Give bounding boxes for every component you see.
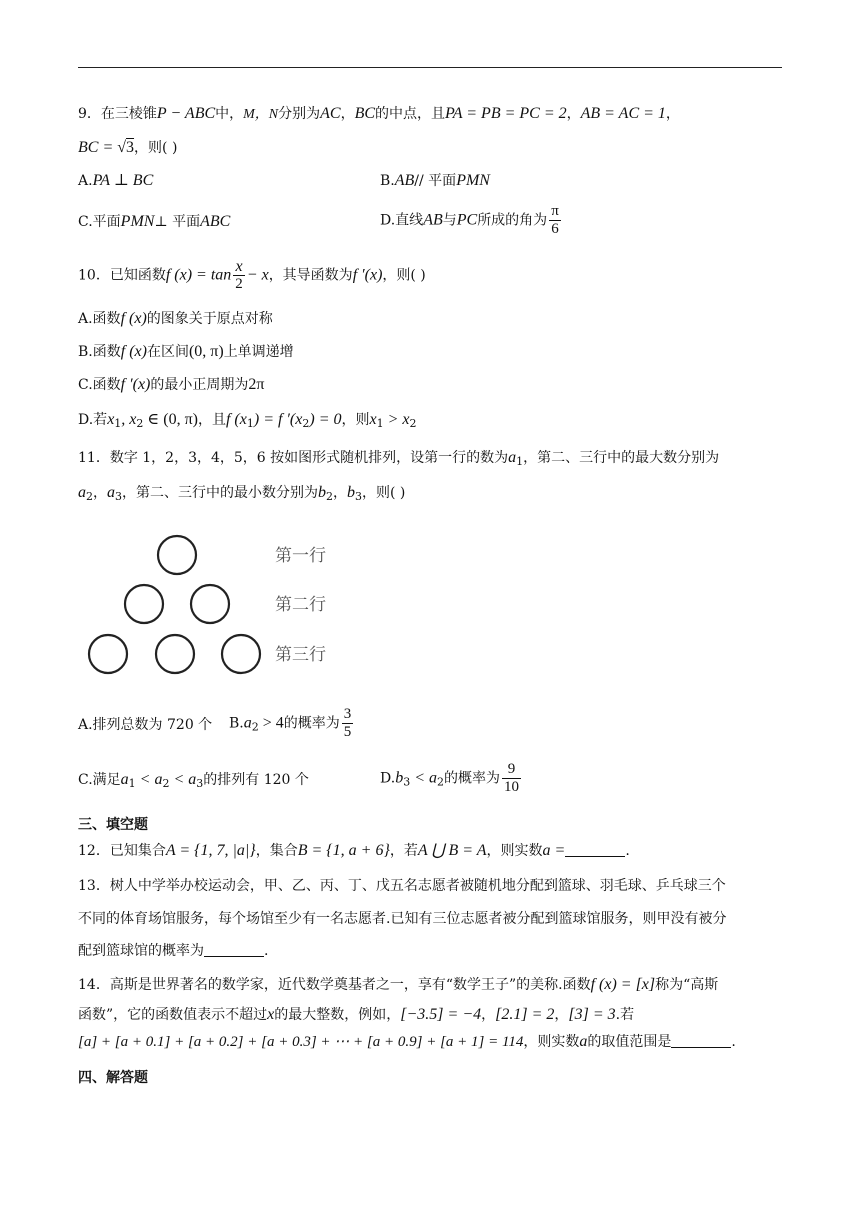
section-4-heading: 四、解答题	[78, 1070, 148, 1086]
fraction-x-over-2: $\frac{x}{2}$	[235, 258, 243, 292]
q11-option-c: C.满足$a_1 < a_2 < a_3$的排列有 120 个	[78, 771, 309, 790]
q10-option-d: D.若$x_1$, $x_2$ ∈ (0, π)，且f $(x_1) = f$ $'(x_2) = 0$，则$x_1 > x_2$	[78, 411, 417, 430]
label-row3: 第三行	[275, 645, 326, 665]
q13-line1: 13．树人中学举办校运动会，甲、乙、丙、丁、戊五名志愿者被随机地分配到篮球、羽毛球、乒乓球三个	[78, 878, 726, 894]
q10-option-c: C.函数f ′(x)的最小正周期为2π	[78, 376, 265, 393]
circle-row2-right	[191, 585, 229, 623]
circle-row3-right	[222, 635, 260, 673]
circle-row3-left	[89, 635, 127, 673]
q11-stem-line1: 11．数字 1，2，3，4，5，6 按如图形式随机排列，设第一行的数为$a_1$，第二、三行中的最大数分别为	[78, 449, 720, 468]
q10-option-a: A.函数f (x)的图象关于原点对称	[78, 310, 273, 327]
q11-stem-line2: $a_2$，$a_3$，第二、三行中的最小数分别为$b_2$，$b_3$，则( )	[78, 484, 406, 503]
answer-blank	[565, 842, 625, 857]
q14-line2: 函数”，它的函数值表示不超过x的最大整数，例如，[−3.5] = −4，[2.1] = 2，[3] = 3.若	[78, 1006, 635, 1023]
q11-option-d: $D.b_3 < a_2$的概率为 $\frac{9}{10}$	[380, 761, 519, 795]
q14-line1: 14．高斯是世界著名的数学家，近代数学奠基者之一，享有“数学王子”的美称.函数f (x) = [x]称为“高斯	[78, 976, 719, 993]
section-3-heading: 三、填空题	[78, 817, 148, 833]
circle-row1	[158, 536, 196, 574]
q13-line3: 配到篮球馆的概率为 .	[78, 943, 269, 959]
header-rule	[78, 67, 782, 68]
q9-option-c: C.平面PMN⊥ 平面ABC	[78, 213, 231, 230]
circle-row3-mid	[156, 635, 194, 673]
answer-blank	[204, 942, 264, 957]
q12: 12．已知集合A = {1, 7, |a|}，集合B = {1, a + 6}，若A ⋃ B = A，则实数a = .	[78, 842, 630, 859]
label-row1: 第一行	[275, 546, 326, 566]
q13-line2: 不同的体育场馆服务，每个场馆至少有一名志愿者.已知有三位志愿者被分配到篮球馆服务，则甲没有被分	[78, 911, 727, 927]
q11-option-a: A.排列总数为 720 个	[78, 717, 213, 733]
q11-option-b: $B.a_2 > 4$的概率为 $\frac{3}{5}$	[229, 706, 352, 740]
q10-option-b: B.函数f (x)在区间(0, π)上单调递增	[78, 343, 294, 360]
answer-blank	[671, 1033, 731, 1048]
label-row2: 第二行	[275, 595, 326, 615]
circle-row2-left	[125, 585, 163, 623]
q9-stem-line2: BC = √3，则( )	[78, 139, 178, 156]
fraction-9-over-10: $\frac{9}{10}$	[503, 761, 519, 795]
q9-stem-line1: 9．在三棱锥P − ABC中，M，N分别为AC，BC的中点，且PA = PB = PC = 2，AB = AC = 1，	[78, 105, 680, 122]
q10-stem: 10．已知函数f (x) = tan $\frac{x}{2}$ − x，其导函数为f ′(x)，则( )	[78, 258, 426, 292]
q9-option-a: A.PA ⊥ BC	[78, 172, 154, 189]
fraction-pi-over-6: $\frac{\pi}{6}$	[551, 203, 559, 237]
q14-line3: [a] + [a + 0.1] + [a + 0.2] + [a + 0.3] + ⋯ + [a + 0.9] + [a + 1] = 114，则实数a的取值范围是 .	[78, 1033, 736, 1050]
fraction-3-over-5: $\frac{3}{5}$	[343, 706, 352, 740]
q9-option-d: D.直线AB与PC所成的角为 $\frac{\pi}{6}$	[380, 203, 559, 237]
circle-arrangement-figure	[85, 530, 355, 680]
q9-option-b: B.AB// 平面PMN	[380, 172, 490, 189]
